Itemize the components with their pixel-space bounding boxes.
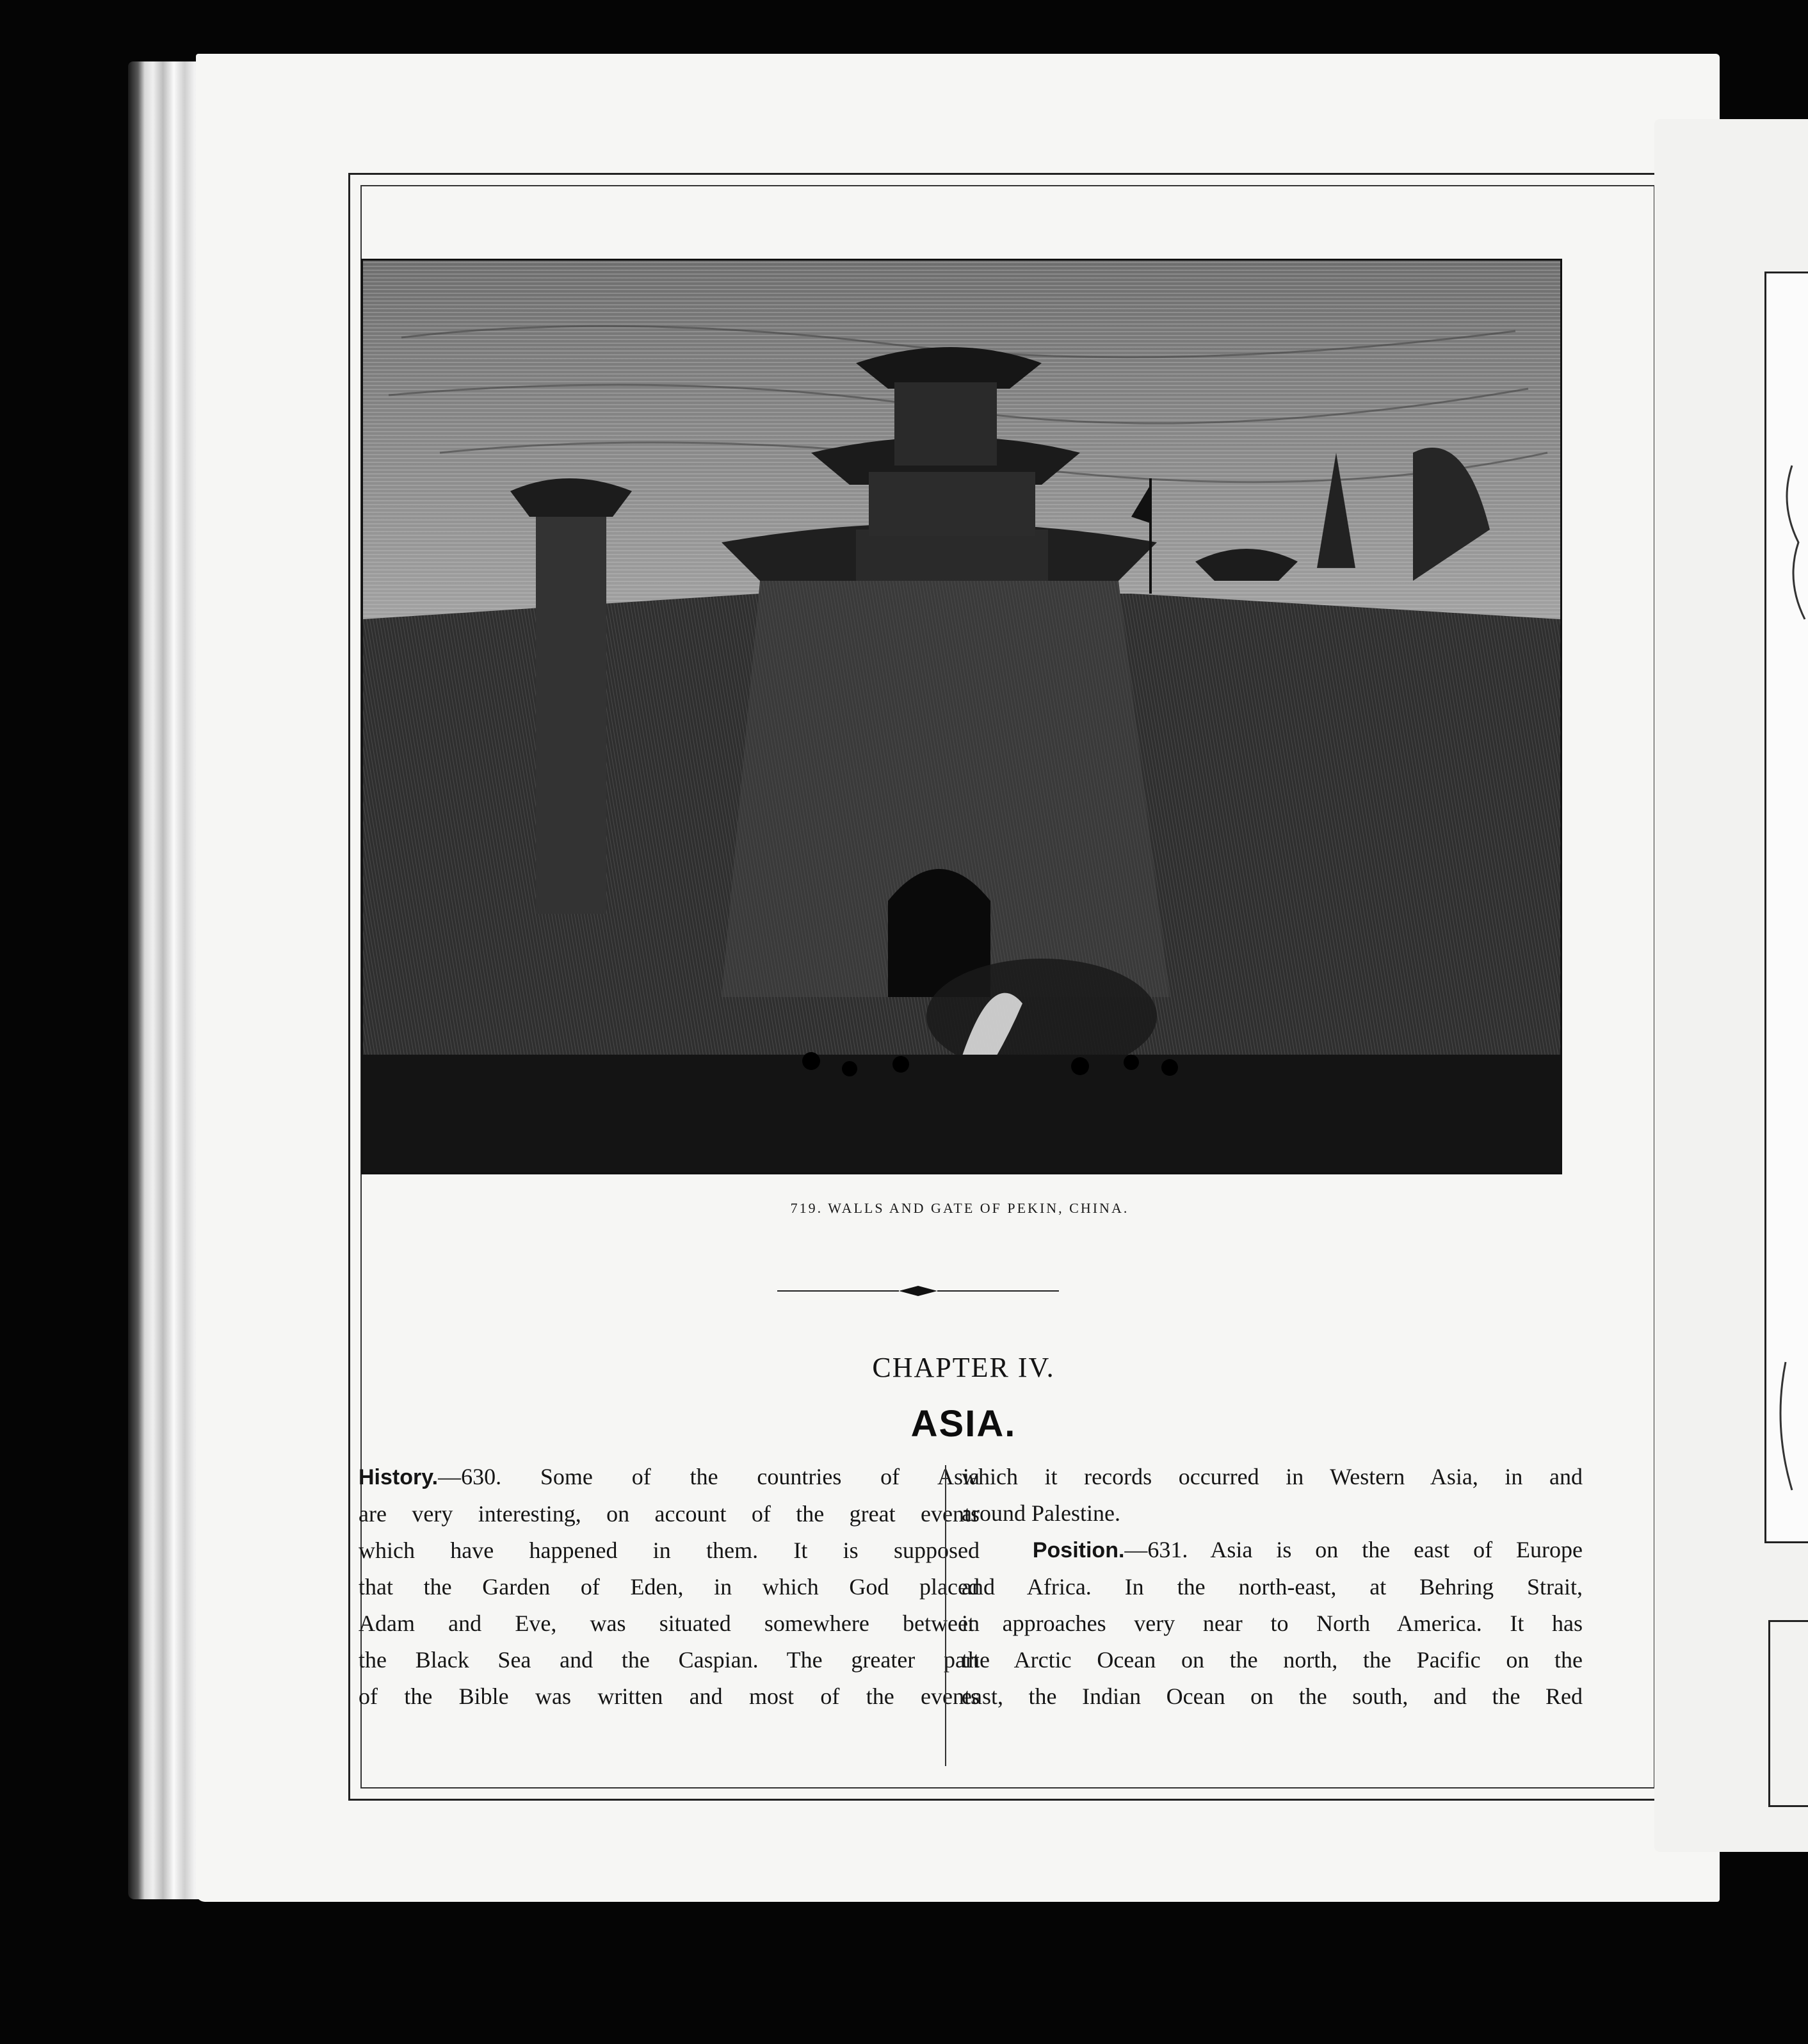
text-line: Adam and Eve, was situated somewhere between [359,1610,980,1636]
text-line: of the Bible was written and most of the events [359,1683,980,1709]
text-line: which have happened in them. It is supposed [359,1537,980,1563]
text-line: are very interesting, on account of the great events [359,1501,980,1527]
text-line: it approaches very near to North America. It has [962,1610,1583,1636]
chapter-heading: CHAPTER IV. [872,1352,1055,1383]
text-line: Position.—631. Asia is on the east of Europe [1032,1537,1583,1562]
adjacent-page-map-fragment [1764,272,1808,1543]
text-column-left [359,1459,980,1715]
pekin-gate-engraving [363,261,1560,1172]
text-line: the Arctic Ocean on the north, the Pacific on the [962,1647,1583,1673]
section-lead-history: History. [359,1465,439,1489]
text-line: History.—630. Some of the countries of Asia [359,1464,980,1489]
text-line: east, the Indian Ocean on the south, and the Red [962,1683,1583,1709]
book-page [196,54,1720,1902]
adjacent-page-box-fragment [1768,1620,1808,1807]
column-divider [945,1465,946,1766]
text-line: around Palestine. [962,1500,1120,1526]
text-line: which it records occurred in Western Asia, in and [962,1464,1583,1489]
chapter-title: ASIA. [910,1403,1017,1445]
text-line: and Africa. In the north-east, at Behring Strait, [962,1574,1583,1600]
engraving-illustration [361,259,1562,1174]
section-lead-position: Position. [1032,1538,1125,1562]
map-coastline [1766,273,1808,1541]
text-line: the Black Sea and the Caspian. The greater part [359,1647,980,1673]
text-line: that the Garden of Eden, in which God placed [359,1574,980,1600]
figure-caption: 719. WALLS AND GATE OF PEKIN, CHINA. [790,1200,1129,1216]
text-column-right [962,1459,1583,1715]
section-ornament [777,1283,1059,1299]
